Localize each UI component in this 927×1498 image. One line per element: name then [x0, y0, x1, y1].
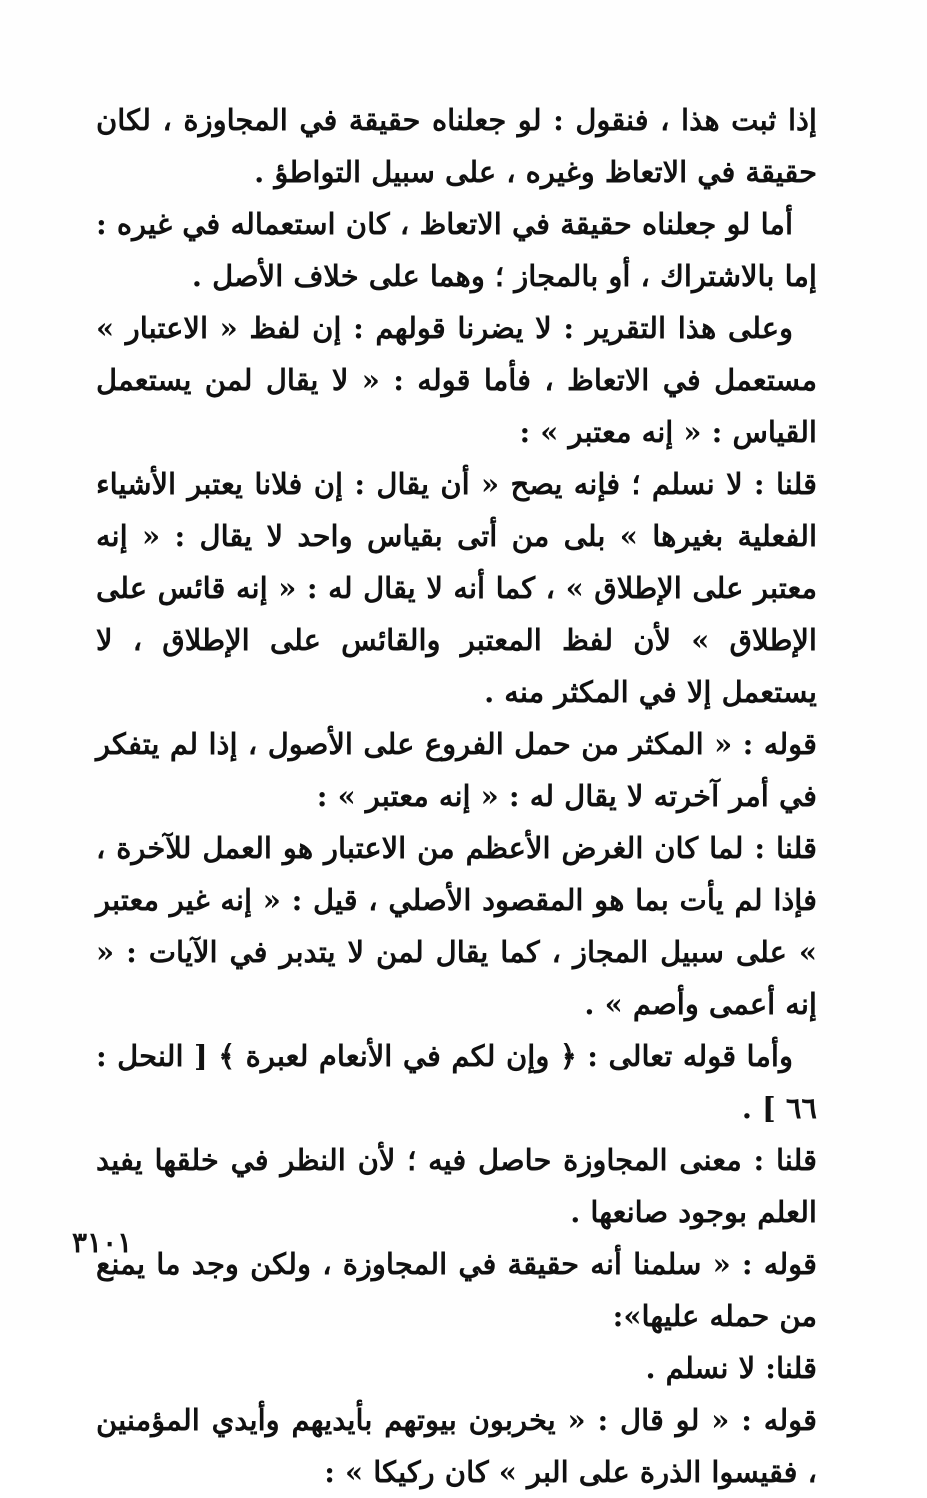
- paragraph-11: قوله : « لو قال : « يخربون بيوتهم بأيديهم وأيدي المؤمنين ، فقيسوا الذرة على البر » كان ركيكا » :: [96, 1403, 817, 1489]
- paragraph-7: وأما قوله تعالى : ﴿ وإن لكم في الأنعام لعبرة ﴾ [ النحل : ٦٦ ] .: [96, 1039, 817, 1125]
- paragraph-10: قلنا: لا نسلم .: [645, 1351, 817, 1385]
- page-number: ٣١٠١: [72, 1226, 133, 1259]
- paragraph-8: قلنا : معنى المجاوزة حاصل فيه ؛ لأن النظر في خلقها يفيد العلم بوجود صانعها .: [96, 1143, 817, 1229]
- paragraph-3: وعلى هذا التقرير : لا يضرنا قولهم : إن لفظ « الاعتبار » مستعمل في الاتعاظ ، فأما قوله : « لا يقال لمن يستعمل القياس : « إنه معتبر » :: [96, 311, 817, 449]
- paragraph-5: قوله : « المكثر من حمل الفروع على الأصول ، إذا لم يتفكر في أمر آخرته لا يقال له : « إنه معتبر » :: [96, 727, 817, 813]
- paragraph-4: قلنا : لا نسلم ؛ فإنه يصح « أن يقال : إن فلانا يعتبر الأشياء الفعلية بغيرها » بلى من أتى بقياس واحد لا يقال : « إنه معتبر على الإطلاق » ، كما أنه لا يقال له : « إنه قائس على الإطلاق » لأن لفظ المعتبر والقائس على الإطلاق ، لا يستعمل إلا في المكثر منه .: [96, 467, 817, 709]
- body-text: [96, 94, 817, 1498]
- paragraph-6: قلنا : لما كان الغرض الأعظم من الاعتبار هو العمل للآخرة ، فإذا لم يأت بما هو المقصود الأصلي ، قيل : « إنه غير معتبر » على سبيل المجاز ، كما يقال لمن لا يتدبر في الآيات : « إنه أعمى وأصم » .: [96, 831, 817, 1021]
- paragraph-1: إذا ثبت هذا ، فنقول : لو جعلناه حقيقة في المجاوزة ، لكان حقيقة في الاتعاظ وغيره ، على سبيل التواطؤ .: [96, 103, 817, 189]
- paragraph-2: أما لو جعلناه حقيقة في الاتعاظ ، كان استعماله في غيره : إما بالاشتراك ، أو بالمجاز ؛ وهما على خلاف الأصل .: [96, 207, 817, 293]
- paragraph-9: قوله : « سلمنا أنه حقيقة في المجاوزة ، ولكن وجد ما يمنع من حمله عليها»:: [96, 1247, 817, 1333]
